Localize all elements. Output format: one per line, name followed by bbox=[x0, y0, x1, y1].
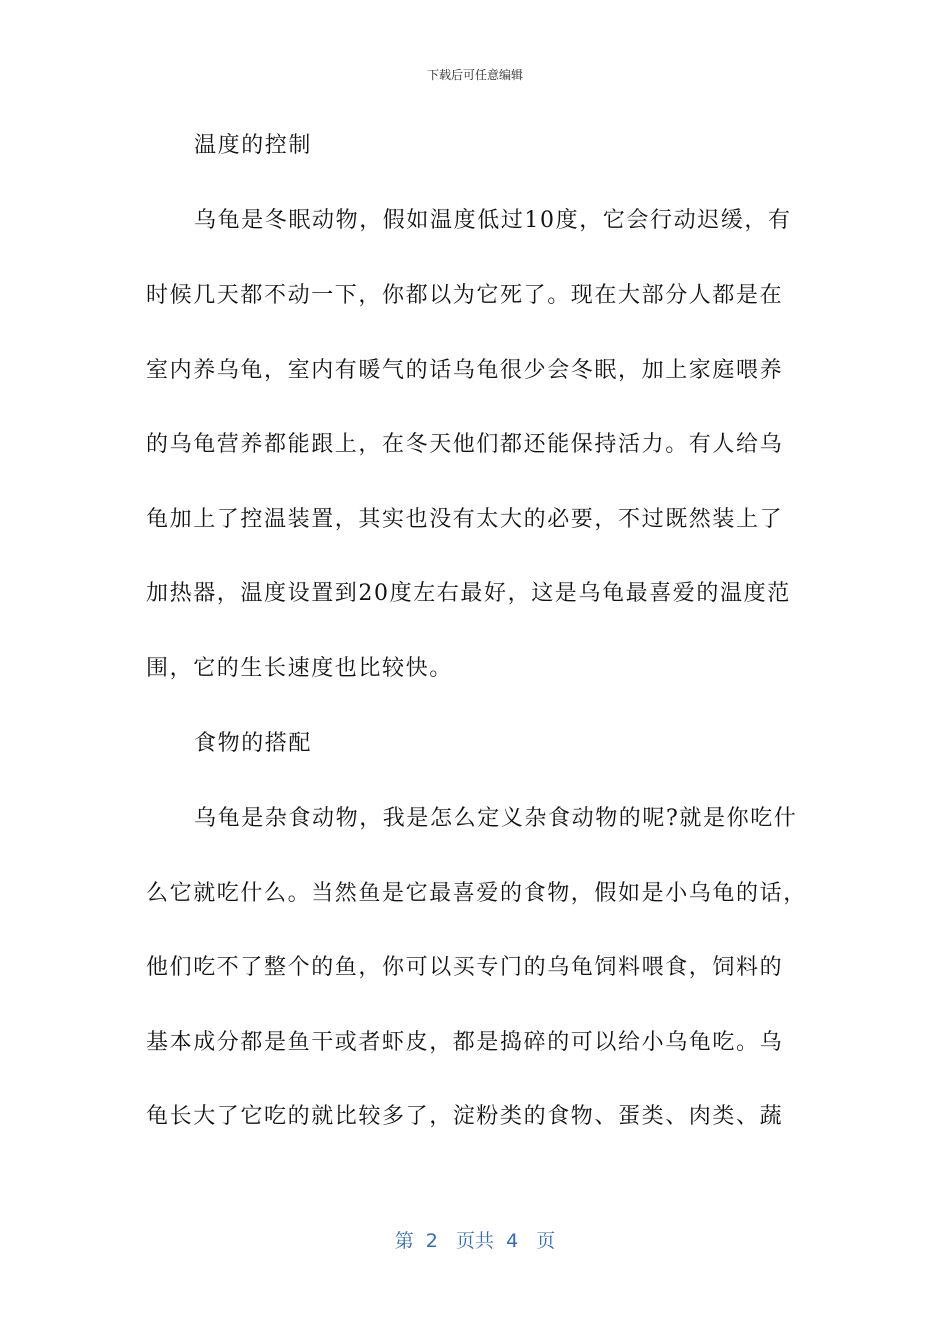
paragraph-line: 的乌龟营养都能跟上，在冬天他们都还能保持活力。有人给乌 bbox=[146, 432, 784, 457]
paragraph-line: 时候几天都不动一下，你都以为它死了。现在大部分人都是在 bbox=[146, 283, 784, 308]
paragraph-line: 龟长大了它吃的就比较多了，淀粉类的食物、蛋类、肉类、蔬 bbox=[146, 1104, 784, 1129]
paragraph-line: 围，它的生长速度也比较快。 bbox=[146, 656, 453, 681]
paragraph-line: 乌龟是冬眠动物，假如温度低过10度，它会行动迟缓，有 bbox=[194, 208, 792, 233]
page-header-note: 下载后可任意编辑 bbox=[426, 68, 523, 82]
paragraph-line: 加热器，温度设置到20度左右最好，这是乌龟最喜爱的温度范 bbox=[146, 581, 791, 606]
page-number-footer: 第 2 页共 4 页 bbox=[394, 1230, 556, 1252]
paragraph-line: 室内养乌龟，室内有暖气的话乌龟很少会冬眠，加上家庭喂养 bbox=[146, 358, 784, 383]
paragraph-line: 龟加上了控温装置，其实也没有太大的必要，不过既然装上了 bbox=[146, 507, 784, 532]
section-heading-food: 食物的搭配 bbox=[194, 731, 313, 756]
paragraph-line: 基本成分都是鱼干或者虾皮，都是捣碎的可以给小乌龟吃。乌 bbox=[146, 1030, 784, 1055]
paragraph-line: 他们吃不了整个的鱼，你可以买专门的乌龟饲料喂食，饲料的 bbox=[146, 955, 784, 980]
paragraph-line: 乌龟是杂食动物，我是怎么定义杂食动物的呢?就是你吃什 bbox=[194, 806, 798, 831]
paragraph-line: 么它就吃什么。当然鱼是它最喜爱的食物，假如是小乌龟的话， bbox=[146, 881, 807, 906]
section-heading-temperature: 温度的控制 bbox=[194, 133, 313, 158]
